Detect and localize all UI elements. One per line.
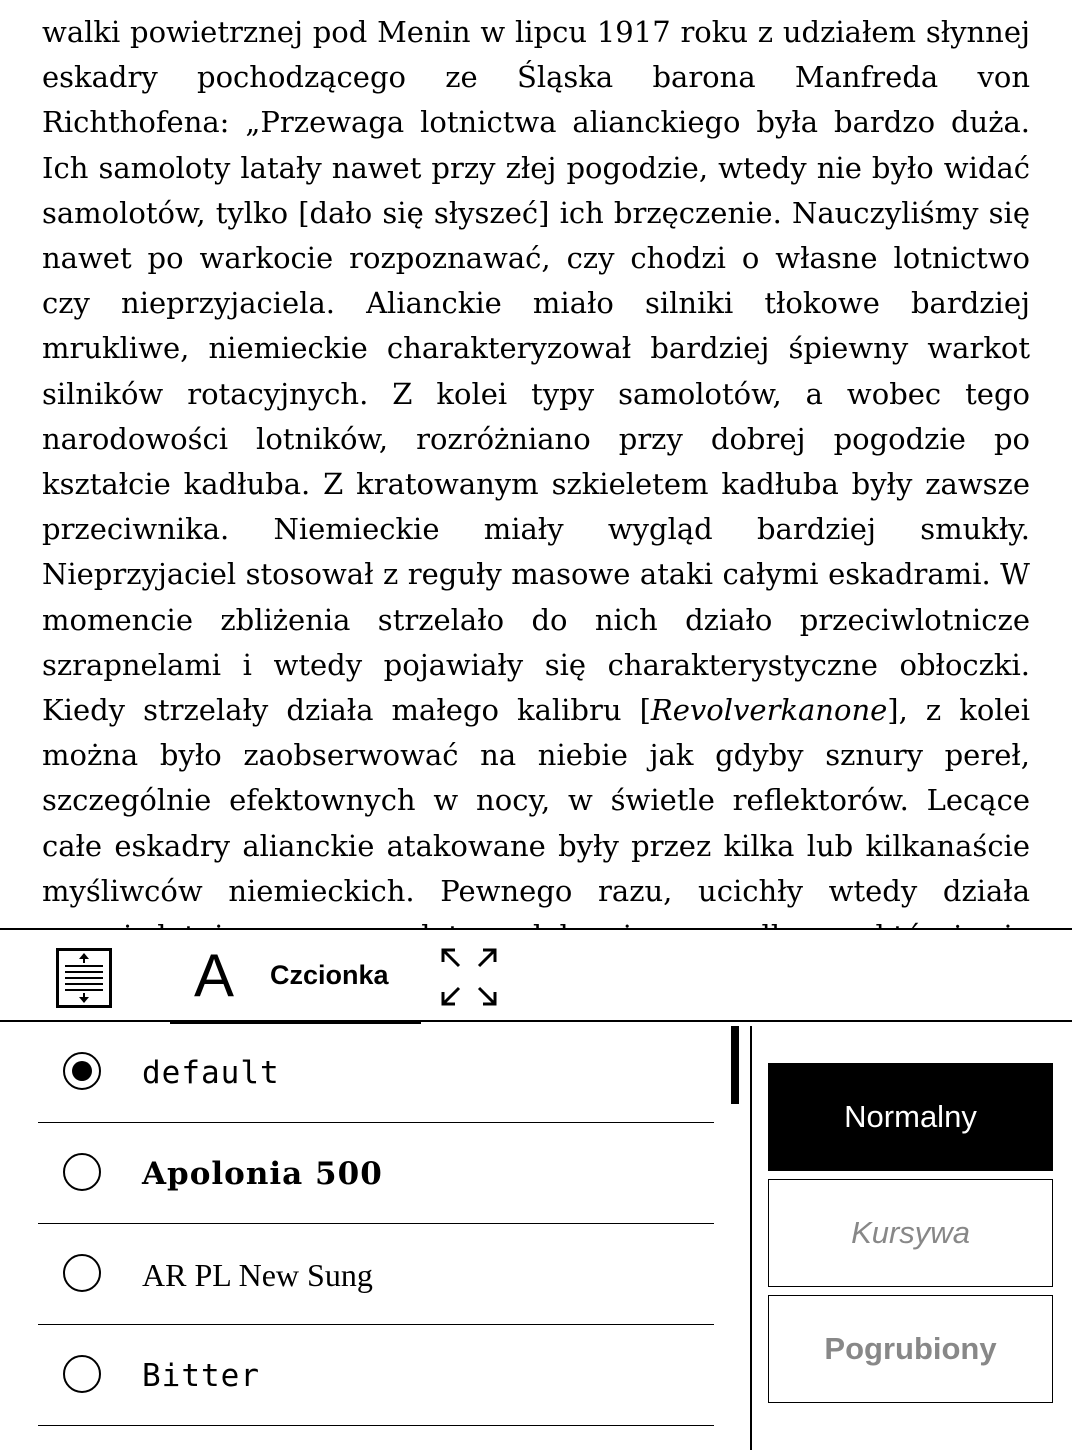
font-option-label: default: [142, 1055, 280, 1091]
font-option-label: Apolonia 500: [142, 1156, 383, 1192]
fullscreen-button[interactable]: [436, 930, 502, 1020]
tab-font[interactable]: [170, 930, 421, 1020]
font-settings-panel: [0, 928, 1072, 1448]
book-text-part-2: ], z kolei można było zaobserwować na niebie jak gdyby sznury pereł, szczególnie efektownych w nocy, w świetle reflektorów. Lecące całe eskadry alianckie atakowane były przez kilka lub kilkanaście myśliwców niemieckich. Pewnego razu, ucichły wtedy działa: [42, 693, 1030, 908]
font-option-ar-pl-new-sung[interactable]: [38, 1224, 714, 1325]
style-italic-button[interactable]: Kursywa: [768, 1179, 1053, 1287]
line-spacing-icon: [56, 948, 112, 1008]
radio-unselected[interactable]: [63, 1254, 101, 1292]
panel-divider: [750, 1026, 752, 1450]
font-option-label: AR PL New Sung: [142, 1257, 373, 1293]
book-text: [42, 10, 1030, 1009]
font-list: [38, 1022, 714, 1442]
style-bold-button[interactable]: Pogrubiony: [768, 1295, 1053, 1403]
font-option-default[interactable]: [38, 1022, 714, 1123]
font-option-apolonia-500[interactable]: [38, 1123, 714, 1224]
radio-selected[interactable]: [63, 1052, 101, 1090]
font-option-label: Bitter: [142, 1358, 260, 1394]
radio-unselected[interactable]: [63, 1153, 101, 1191]
line-spacing-button[interactable]: [40, 930, 136, 1020]
radio-unselected[interactable]: [63, 1355, 101, 1393]
book-text-part-1: walki powietrznej pod Menin w lipcu 1917 roku z udziałem słynnej eskadry pochodzącego ze Śląska barona Manfreda von Richthofena: „Przewaga lotnictwa alianckiego była bardzo duża. Ich samoloty latały nawet przy złej pogodzie, wtedy nie było widać samolotów, tylko [dało się słyszeć] ich brzęczenie. Nauczyliśmy się nawet po warkocie rozpoznawać, czy chodzi o własne lotnictwo czy nieprzyjaciela. Alianckie miało silniki tłokowe bardziej mrukliwe, niemieckie charakteryzował bardziej śpiewny warkot silników rotacyjnych. Z kolei typy samolotów, a wobec tego narodowości lotników, rozróżniano przy dobrej pogodzie po kształcie kadłuba. Z kratowanym szkieletem kadłuba były zawsze przeciwnika. Niemieckie miały wygląd bardziej smukły. Nieprzyjaciel stosował z reguły masowe ataki całymi eskadrami. W momencie zbliżenia strzelało do nich działo przeciwlotnicze szrapnelami i wtedy pojawiały się charakterystyczne obłoczki. Kiedy strzelały działa małego kalibru [: [42, 15, 1030, 728]
fullscreen-expand-icon: [439, 946, 499, 1008]
book-text-italic-term: Revolverkanone: [650, 693, 888, 728]
tab-font-label: Czcionka: [270, 960, 389, 990]
style-normal-button[interactable]: Normalny: [768, 1063, 1053, 1171]
font-option-bitter[interactable]: [38, 1325, 714, 1426]
font-list-scrollbar[interactable]: [731, 1026, 739, 1104]
settings-toolbar: [0, 930, 1072, 1022]
font-icon: A: [194, 942, 235, 1009]
